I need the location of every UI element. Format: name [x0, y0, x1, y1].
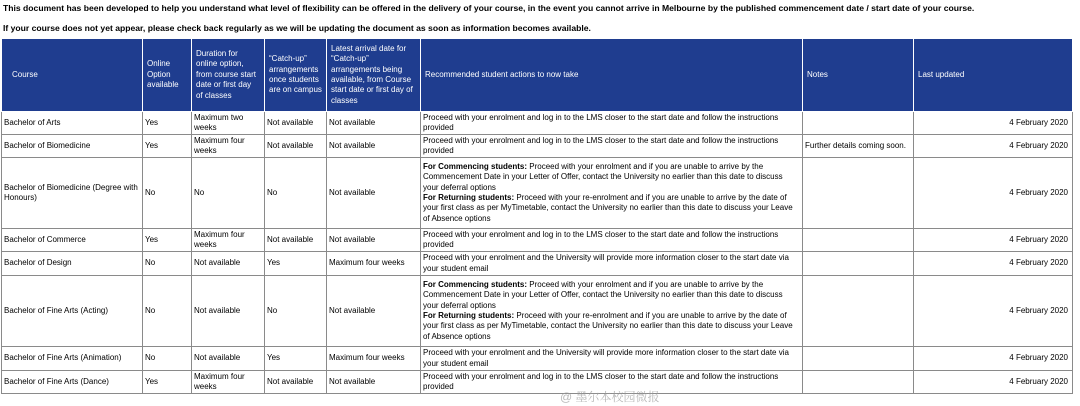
- table-row: [2, 347, 1073, 371]
- updated-cell: 4 February 2020: [914, 252, 1073, 276]
- course-cell: Bachelor of Design: [2, 252, 143, 276]
- catchup-cell: Not available: [265, 135, 327, 158]
- duration-cell: Maximum four weeks: [192, 135, 265, 158]
- catchup-cell: Not available: [265, 112, 327, 135]
- header-notes: Notes: [803, 39, 914, 112]
- latest-cell: Not available: [327, 112, 421, 135]
- header-duration: Duration for online option, from course start date or first day of classes: [192, 39, 265, 112]
- notes-cell: Further details coming soon.: [803, 135, 914, 158]
- notes-cell: [803, 276, 914, 347]
- duration-cell: Maximum four weeks: [192, 229, 265, 252]
- header-latest-arrival: Latest arrival date for “Catch-up” arrangements being available, from Course start date or first day of classes: [327, 39, 421, 112]
- course-cell: Bachelor of Fine Arts (Acting): [2, 276, 143, 347]
- returning-label: For Returning students:: [423, 193, 515, 202]
- action-cell: Proceed with your enrolment and the University will provide more information closer to the start date via your student email: [421, 252, 803, 276]
- latest-cell: Not available: [327, 135, 421, 158]
- action-cell: Proceed with your enrolment and log in to the LMS closer to the start date and follow the instructions provided: [421, 371, 803, 394]
- course-cell: Bachelor of Biomedicine: [2, 135, 143, 158]
- commencing-label: For Commencing students:: [423, 279, 528, 289]
- latest-cell: Not available: [327, 158, 421, 229]
- updated-cell: 4 February 2020: [914, 371, 1073, 394]
- action-cell: Proceed with your enrolment and log in to the LMS closer to the start date and follow the instructions provided: [421, 112, 803, 135]
- table-row: [2, 252, 1073, 276]
- returning-text: Proceed with your re-enrolment and if you are unable to arrive by the date of your first class as per MyTimetable, contact the University no earlier than this date to discuss your Leave of Absence options: [423, 193, 793, 223]
- catchup-cell: Yes: [265, 347, 327, 371]
- latest-cell: Maximum four weeks: [327, 252, 421, 276]
- header-course: Course: [2, 39, 143, 112]
- header-online: Online Option available: [143, 39, 192, 112]
- course-flexibility-table: [1, 38, 1073, 394]
- latest-cell: Not available: [327, 371, 421, 394]
- course-cell: Bachelor of Fine Arts (Animation): [2, 347, 143, 371]
- notes-cell: [803, 371, 914, 394]
- duration-cell: Maximum four weeks: [192, 371, 265, 394]
- action-cell: Proceed with your enrolment and the University will provide more information closer to the start date via your student email: [421, 347, 803, 371]
- course-cell: Bachelor of Arts: [2, 112, 143, 135]
- table-row: [2, 135, 1073, 158]
- action-cell: [421, 158, 803, 229]
- course-cell: Bachelor of Commerce: [2, 229, 143, 252]
- updated-cell: 4 February 2020: [914, 229, 1073, 252]
- commencing-label: For Commencing students:: [423, 161, 528, 171]
- catchup-cell: Not available: [265, 371, 327, 394]
- updated-cell: 4 February 2020: [914, 158, 1073, 229]
- notes-cell: [803, 347, 914, 371]
- online-cell: No: [143, 252, 192, 276]
- header-last-updated: Last updated: [914, 39, 1073, 112]
- watermark: @ 墨尔本校园微报: [560, 390, 660, 404]
- table-row: [2, 276, 1073, 347]
- action-cell: [421, 276, 803, 347]
- returning-label: For Returning students:: [423, 311, 515, 320]
- updated-cell: 4 February 2020: [914, 276, 1073, 347]
- catchup-cell: Not available: [265, 229, 327, 252]
- commencing-text: Proceed with your enrolment and if you are unable to arrive by the Commencement Date in your Letter of Offer, contact the University no earlier than this date to discuss your deferral options: [423, 161, 783, 192]
- duration-cell: Not available: [192, 276, 265, 347]
- intro-line-2: If your course does not yet appear, please check back regularly as we will be updating the document as soon as information becomes available.: [3, 23, 591, 33]
- online-cell: Yes: [143, 112, 192, 135]
- updated-cell: 4 February 2020: [914, 135, 1073, 158]
- catchup-cell: Yes: [265, 252, 327, 276]
- action-cell: Proceed with your enrolment and log in to the LMS closer to the start date and follow the instructions provided: [421, 135, 803, 158]
- duration-cell: Maximum two weeks: [192, 112, 265, 135]
- header-catchup: “Catch-up” arrangements once students are on campus: [265, 39, 327, 112]
- table-row: [2, 229, 1073, 252]
- online-cell: No: [143, 347, 192, 371]
- returning-text: Proceed with your re-enrolment and if you are unable to arrive by the date of your first class as per MyTimetable, contact the University no earlier than this date to discuss your Leave of Absence options: [423, 311, 793, 341]
- catchup-cell: No: [265, 158, 327, 229]
- table-row: [2, 158, 1073, 229]
- duration-cell: Not available: [192, 252, 265, 276]
- notes-cell: [803, 252, 914, 276]
- commencing-text: Proceed with your enrolment and if you are unable to arrive by the Commencement Date in your Letter of Offer, contact the University no earlier than this date to discuss your deferral options: [423, 279, 783, 310]
- notes-cell: [803, 112, 914, 135]
- action-cell: Proceed with your enrolment and log in to the LMS closer to the start date and follow the instructions provided: [421, 229, 803, 252]
- online-cell: Yes: [143, 135, 192, 158]
- intro-line-1: This document has been developed to help you understand what level of flexibility can be offered in the delivery of your course, in the event you cannot arrive in Melbourne by the published commencement date / start date of your course.: [3, 3, 975, 13]
- header-actions: Recommended student actions to now take: [421, 39, 803, 112]
- catchup-cell: No: [265, 276, 327, 347]
- latest-cell: Not available: [327, 229, 421, 252]
- latest-cell: Not available: [327, 276, 421, 347]
- online-cell: No: [143, 158, 192, 229]
- notes-cell: [803, 229, 914, 252]
- table-row: [2, 371, 1073, 394]
- header-row: [2, 39, 1073, 112]
- updated-cell: 4 February 2020: [914, 112, 1073, 135]
- latest-cell: Maximum four weeks: [327, 347, 421, 371]
- duration-cell: No: [192, 158, 265, 229]
- online-cell: Yes: [143, 229, 192, 252]
- table-row: [2, 112, 1073, 135]
- notes-cell: [803, 158, 914, 229]
- course-cell: Bachelor of Fine Arts (Dance): [2, 371, 143, 394]
- course-cell: Bachelor of Biomedicine (Degree with Honours): [2, 158, 143, 229]
- online-cell: No: [143, 276, 192, 347]
- online-cell: Yes: [143, 371, 192, 394]
- duration-cell: Not available: [192, 347, 265, 371]
- updated-cell: 4 February 2020: [914, 347, 1073, 371]
